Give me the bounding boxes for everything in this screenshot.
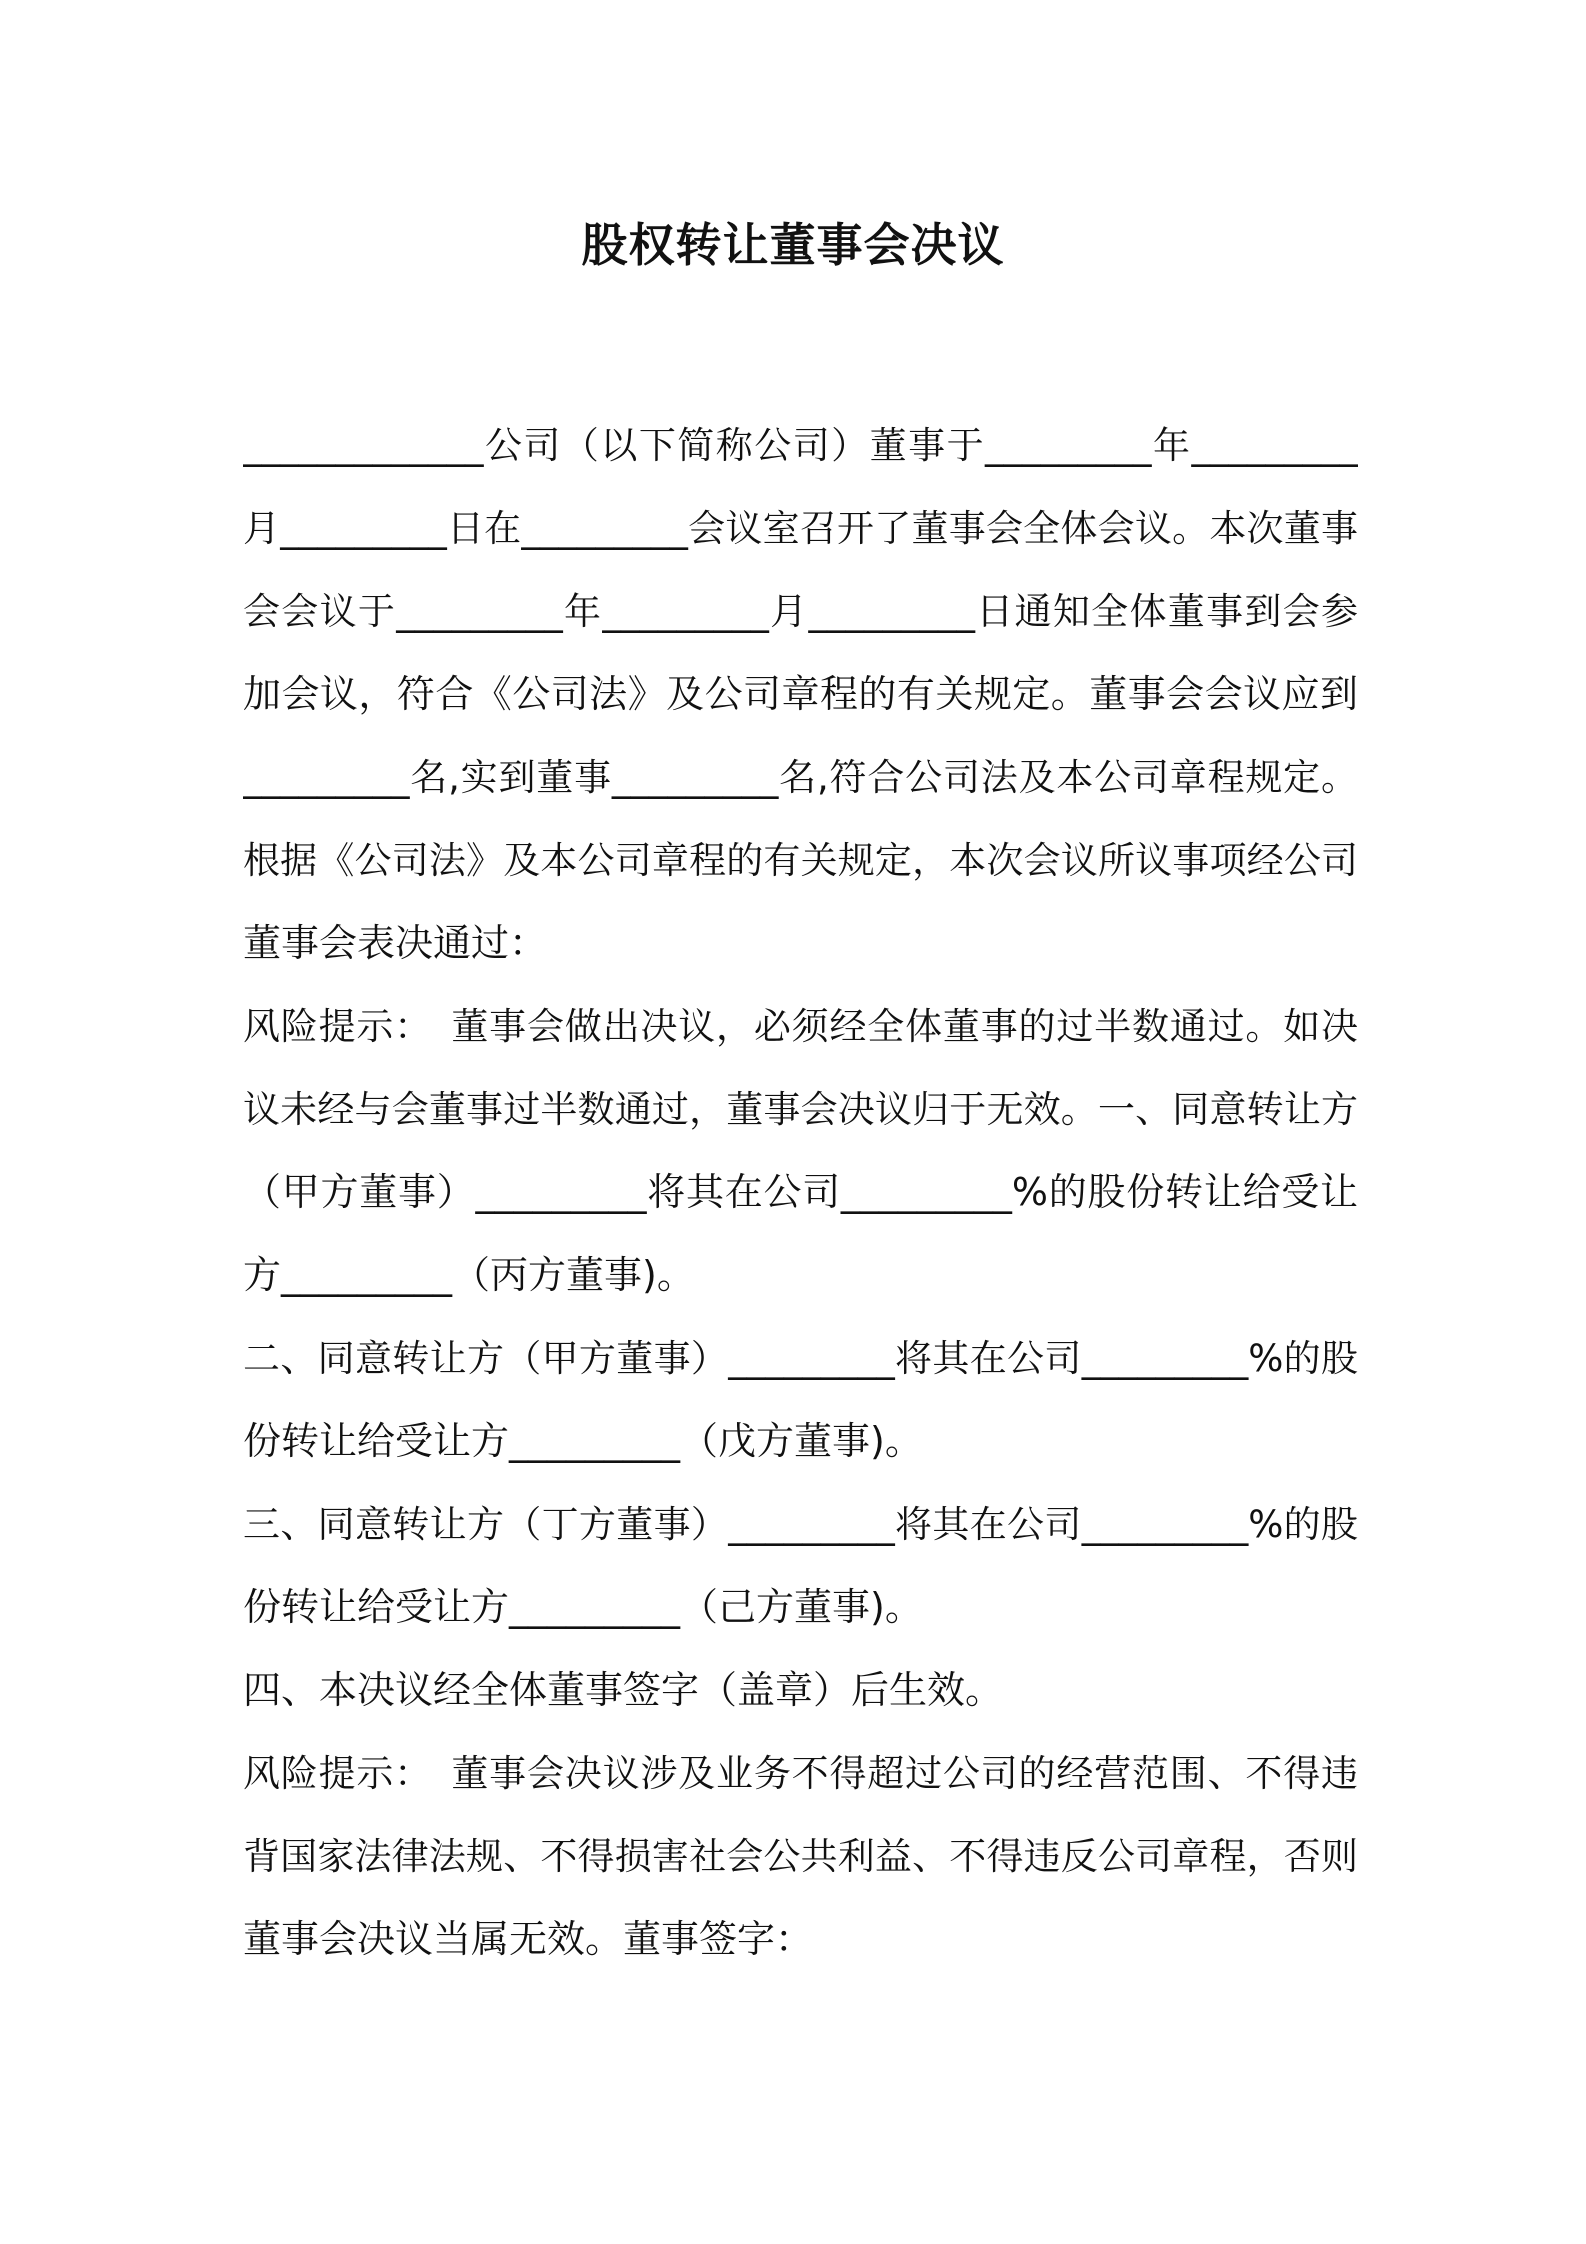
body-line: _____________公司（以下简称公司）董事于_________年_________ [243,424,1358,467]
body-line: 月_________日在_________会议室召开了董事会全体会议。本次董事 [243,507,1358,550]
body-line: 会会议于_________年_________月_________日通知全体董事到会参 [243,590,1358,633]
body-line: 方_________（丙方董事)。 [243,1253,695,1297]
resolution-item-3: 三、同意转让方（丁方董事）_________将其在公司_________%的股 [243,1503,1358,1546]
resolution-item-4: 四、本决议经全体董事签字（盖章）后生效。 [243,1668,1004,1712]
body-line: 份转让给受让方_________（己方董事)。 [243,1585,923,1629]
body-line: 根据《公司法》及本公司章程的有关规定，本次会议所议事项经公司 [243,839,1358,882]
document-title: 股权转让董事会决议 [581,218,1005,272]
risk-notice-line: 风险提示： 董事会做出决议，必须经全体董事的过半数通过。如决 [243,1005,1358,1048]
body-line: 加会议，符合《公司法》及公司章程的有关规定。董事会会议应到 [243,672,1358,716]
body-line: 董事会表决通过： [243,921,548,965]
body-line: 份转让给受让方_________（戊方董事)。 [243,1419,923,1463]
body-line: 议未经与会董事过半数通过，董事会决议归于无效。一、同意转让方 [243,1088,1358,1131]
signature-label: 董事会决议当属无效。董事签字： [243,1917,814,1961]
resolution-item-2: 二、同意转让方（甲方董事）_________将其在公司_________%的股 [243,1337,1358,1380]
body-line: （甲方董事）_________将其在公司_________%的股份转让给受让 [243,1170,1358,1214]
risk-notice-line: 风险提示： 董事会决议涉及业务不得超过公司的经营范围、不得违 [243,1752,1358,1795]
body-line: _________名,实到董事_________名,符合公司法及本公司章程规定。 [243,756,1358,799]
body-line: 背国家法律法规、不得损害社会公共利益、不得违反公司章程，否则 [243,1835,1358,1878]
document-body [243,404,1358,1981]
